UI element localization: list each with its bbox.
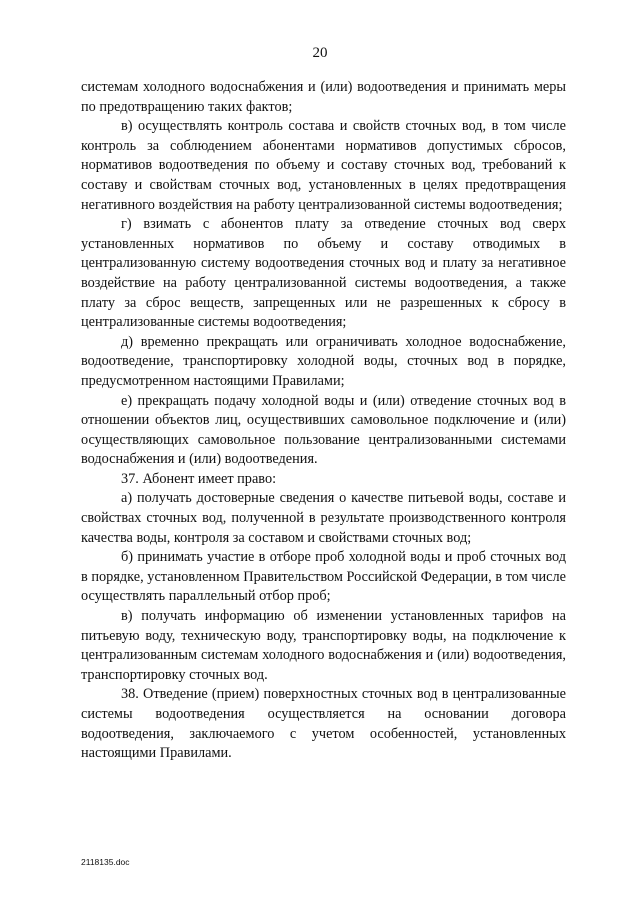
- paragraph-clause-37: 37. Абонент имеет право:: [121, 470, 277, 487]
- page-number: 20: [312, 45, 328, 61]
- document-footer-filename: 2118135.doc: [81, 857, 130, 867]
- document-body: [81, 78, 566, 764]
- paragraph-item-d: д) временно прекращать или ограничивать холодное водоснабжение, водоотведение, транспортировку холодной воды, сточных вод в порядке, предусмотренном настоящими Правилами;: [81, 333, 566, 389]
- paragraph-clause-38: 38. Отведение (прием) поверхностных сточных вод в централизованные системы водоотведения осуществляется на основании договора водоотведения, заключаемого с учетом особенностей, установленных настоящими Правилами.: [81, 686, 566, 762]
- paragraph-item-v-2: в) получать информацию об изменении установленных тарифов на питьевую воду, техническую воду, транспортировку воды, на подключение к централизованным системам холодного водоснабжения и (или) водоотведения, транспортировку сточных вод.: [81, 608, 566, 683]
- paragraph-item-b: б) принимать участие в отборе проб холодной воды и проб сточных вод в порядке, установленном Правительством Российской Федерации, в том числе осуществлять параллельный отбор проб;: [81, 549, 566, 605]
- paragraph-item-e: е) прекращать подачу холодной воды и (или) отведение сточных вод в отношении объектов лиц, осуществивших самовольное подключение и (или) осуществляющих самовольное пользование централизованными системами водоснабжения и (или) водоотведения.: [81, 392, 566, 468]
- paragraph-item-a: а) получать достоверные сведения о качестве питьевой воды, составе и свойствах сточных вод, полученной в результате производственного контроля качества воды, контроля за составом и свойствами сточных вод;: [81, 490, 566, 546]
- paragraph-continuation: системам холодного водоснабжения и (или) водоотведения и принимать меры по предотвращению таких фактов;: [81, 79, 566, 115]
- paragraph-item-v: в) осуществлять контроль состава и свойств сточных вод, в том числе контроль за соблюдением абонентами нормативов допустимых сбросов, нормативов водоотведения по объему и составу сточных вод, требований к составу и свойствам сточных вод, установленных в целях предотвращения негативного воздействия на работу централизованной системы водоотведения;: [81, 118, 566, 213]
- paragraph-item-g: г) взимать с абонентов плату за отведение сточных вод сверх установленных нормативов по объему и составу отводимых в централизованную систему водоотведения сточных вод и плату за негативное воздействие на работу централизованной системы водоотведения, а также плату за сброс веществ, запрещенных или не разрешенных к сбросу в централизованные системы водоотведения;: [81, 216, 566, 331]
